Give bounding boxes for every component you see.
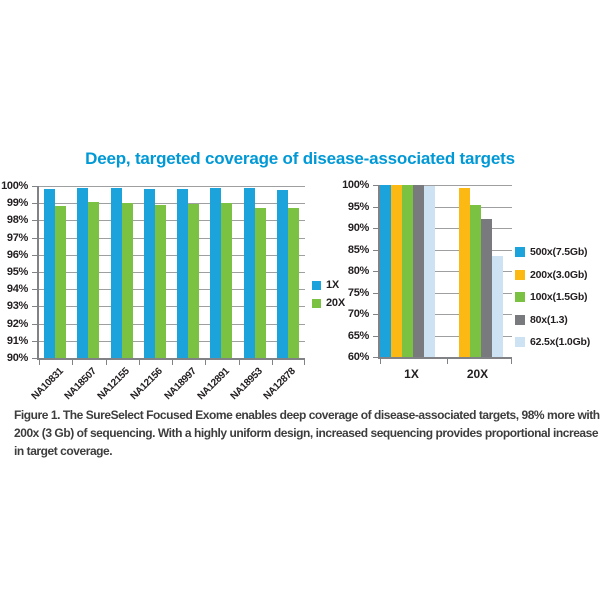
bar-20x-na18997 — [188, 204, 199, 358]
bar-62.5x(1.0gb)-1x — [424, 186, 435, 357]
y-tick-label: 65% — [347, 329, 369, 342]
bar-100x(1.5gb)-1x — [402, 185, 413, 357]
x-axis-tick — [511, 359, 512, 364]
y-axis-tick — [32, 289, 37, 290]
x-category-label: NA10831 — [29, 366, 66, 403]
y-tick-label: 75% — [347, 286, 369, 299]
bar-20x-na12891 — [221, 203, 232, 358]
x-category-label: 20X — [466, 367, 489, 381]
legend-item-100x(1.5gb) — [515, 286, 590, 309]
bar-20x-na12155 — [122, 203, 133, 358]
caption-line-1: Figure 1. The SureSelect Focused Exome enables deep coverage of disease-associated targets, 98% more with — [14, 408, 600, 422]
y-tick-label: 85% — [347, 243, 369, 256]
bar-20x-na10831 — [55, 206, 66, 358]
y-axis-tick — [373, 293, 378, 294]
bar-1x-na18507 — [77, 188, 88, 358]
legend-item-62.5x(1.0gb) — [515, 331, 590, 354]
y-axis-tick — [32, 203, 37, 204]
legend-item-80x(1.3) — [515, 309, 590, 332]
x-category-label: NA12891 — [195, 366, 232, 403]
x-category-label: NA12878 — [261, 366, 299, 403]
y-tick-label: 100% — [1, 180, 28, 192]
x-axis-tick — [272, 360, 273, 365]
y-axis-tick — [32, 186, 37, 187]
y-tick-label: 90% — [347, 222, 369, 234]
y-axis-tick — [32, 220, 37, 221]
x-axis-tick — [304, 360, 305, 365]
y-tick-label: 97% — [6, 231, 28, 244]
y-tick-label: 90% — [6, 352, 28, 364]
x-axis-tick — [239, 360, 240, 365]
bar-20x-na18507 — [88, 202, 99, 358]
legend-label: 1X — [326, 279, 340, 291]
legend-label: 200x(3.0Gb) — [530, 268, 588, 281]
bar-20x-na12878 — [288, 208, 299, 358]
x-category-label: NA18507 — [62, 366, 99, 403]
figure-title: Deep, targeted coverage of disease-associated targets — [85, 149, 515, 168]
bar-1x-na12878 — [277, 190, 288, 358]
x-axis-tick — [447, 359, 448, 364]
caption-line-3: in target coverage. — [14, 444, 113, 458]
bar-20x-na18953 — [255, 208, 266, 358]
bar-1x-na18997 — [177, 189, 188, 358]
bar-200x(3.0gb)-1x — [391, 185, 402, 357]
x-category-label: 1X — [404, 367, 419, 381]
bar-80x(1.3)-1x — [413, 185, 424, 357]
x-axis-tick — [205, 360, 206, 365]
x-category-label: NA12156 — [128, 366, 166, 403]
legend-label: 500x(7.5Gb) — [530, 246, 588, 259]
y-axis-tick — [32, 238, 37, 239]
legend-item-500x(7.5gb) — [515, 241, 590, 264]
legend-swatch-icon — [515, 315, 525, 325]
bar-1x-na12891 — [210, 188, 221, 358]
x-category-label: NA12155 — [95, 366, 132, 403]
figure-caption — [14, 406, 600, 460]
bar-62.5x(1.0gb)-20x — [492, 256, 503, 357]
bar-100x(1.5gb)-20x — [470, 205, 481, 357]
bar-1x-na12155 — [111, 188, 122, 358]
right-chart-by-depth — [340, 179, 600, 410]
y-tick-label: 80% — [347, 265, 369, 277]
bar-1x-na18953 — [244, 188, 255, 358]
bar-20x-na12156 — [155, 205, 166, 358]
y-axis-tick — [373, 314, 378, 315]
plot-area — [37, 186, 305, 360]
legend-item-200x(3.0gb) — [515, 264, 590, 287]
x-axis-tick — [380, 359, 381, 364]
legend-swatch-icon — [312, 281, 321, 290]
bar-200x(3.0gb)-20x — [459, 188, 470, 357]
legend — [515, 241, 590, 354]
x-axis-tick — [106, 360, 107, 365]
legend-swatch-icon — [515, 247, 525, 257]
bar-500x(7.5gb)-1x — [380, 185, 391, 357]
y-axis-tick — [373, 250, 378, 251]
plot-area — [378, 185, 512, 359]
y-tick-label: 91% — [6, 334, 28, 347]
y-tick-label: 95% — [6, 266, 28, 278]
legend-label: 20X — [326, 297, 345, 309]
legend-label: 62.5x(1.0Gb) — [530, 336, 591, 349]
y-axis-tick — [373, 336, 378, 337]
legend-swatch-icon — [515, 270, 525, 280]
y-tick-label: 92% — [6, 317, 28, 330]
y-tick-label: 93% — [6, 300, 28, 313]
y-axis-tick — [373, 185, 378, 186]
y-axis-tick — [32, 341, 37, 342]
y-tick-label: 98% — [6, 214, 28, 227]
y-axis-tick — [373, 207, 378, 208]
y-axis-tick — [32, 306, 37, 307]
x-axis-tick — [72, 360, 73, 365]
y-tick-label: 96% — [6, 248, 28, 261]
legend-label: 100x(1.5Gb) — [530, 291, 588, 304]
x-category-label: NA18997 — [162, 366, 199, 403]
legend-swatch-icon — [515, 337, 525, 347]
y-tick-label: 100% — [342, 179, 369, 191]
y-tick-label: 95% — [347, 200, 369, 213]
bar-1x-na10831 — [44, 189, 55, 358]
y-axis-tick — [373, 271, 378, 272]
y-axis-tick — [32, 324, 37, 325]
legend-swatch-icon — [515, 292, 525, 302]
y-tick-label: 70% — [347, 308, 369, 320]
y-axis-tick — [32, 272, 37, 273]
x-axis-tick — [139, 360, 140, 365]
y-axis-tick — [32, 358, 37, 359]
x-axis-tick — [172, 360, 173, 365]
y-axis-tick — [32, 255, 37, 256]
bar-80x(1.3)-20x — [481, 219, 492, 357]
bar-1x-na12156 — [144, 189, 155, 358]
x-category-label: NA18953 — [228, 366, 265, 403]
y-axis-tick — [373, 228, 378, 229]
y-tick-label: 99% — [6, 197, 28, 210]
caption-line-2: 200x (3 Gb) of sequencing. With a highly uniform design, increased sequencing provides proportional increase — [14, 426, 599, 440]
y-tick-label: 94% — [6, 283, 28, 296]
legend-label: 80x(1.3) — [530, 313, 568, 326]
legend-swatch-icon — [312, 299, 321, 308]
y-tick-label: 60% — [347, 351, 369, 363]
y-axis-tick — [373, 357, 378, 358]
left-chart-per-sample — [0, 180, 360, 410]
x-axis-tick — [39, 360, 40, 365]
